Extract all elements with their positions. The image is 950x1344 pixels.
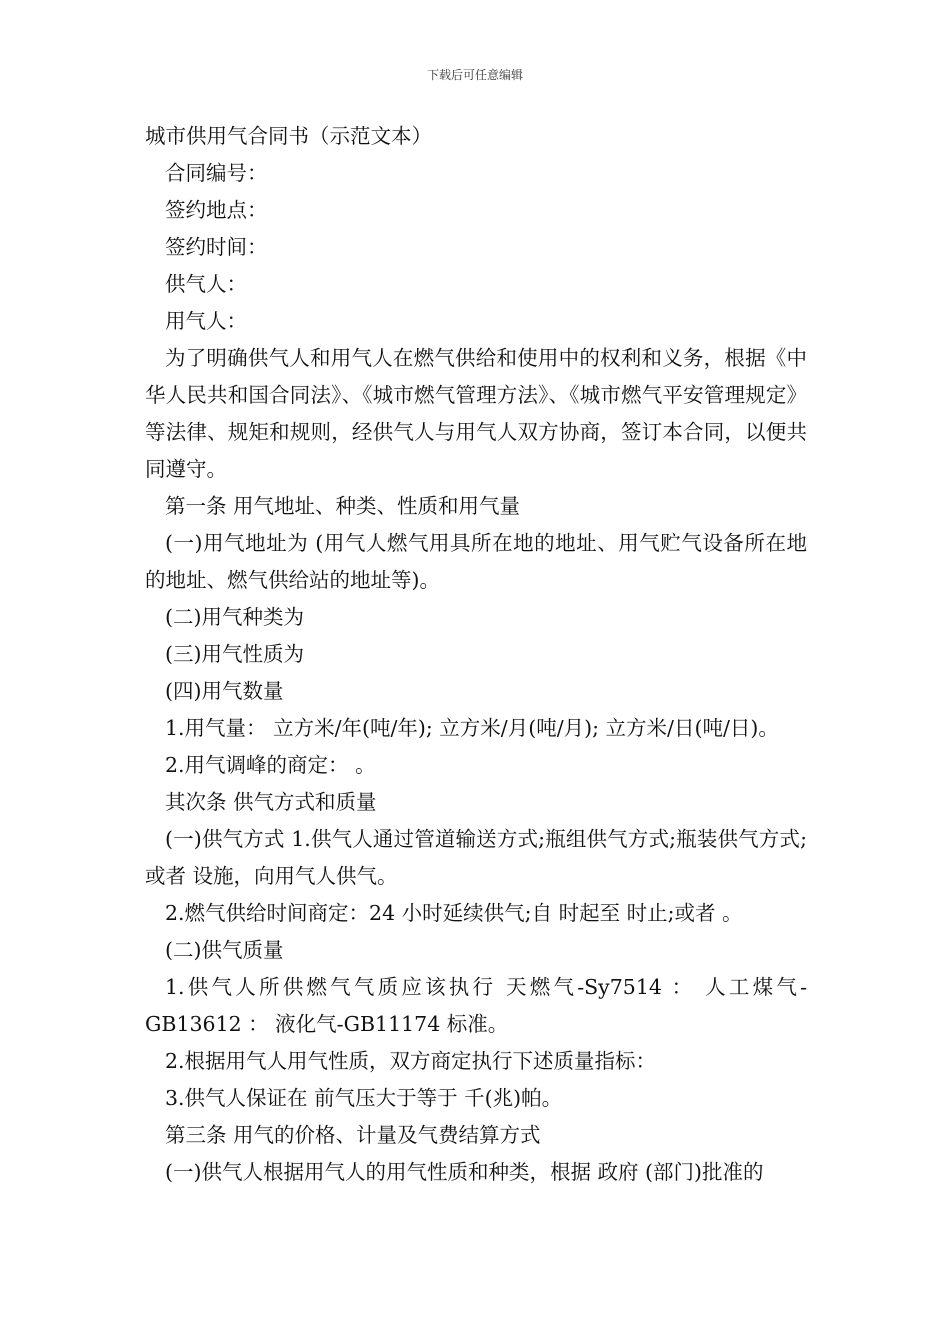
document-title: 城市供用气合同书（示范文本） [145,124,432,148]
document-body [145,118,807,1191]
header-note: 下载后可任意编辑 [426,68,523,82]
preamble-paragraph: 为了明确供气人和用气人在燃气供给和使用中的权利和义务，根据《中华人民共和国合同法》、《城市燃气管理方法》、《城市燃气平安管理规定》等法律、规矩和规则，经供气人与用气人双方协商，签订本合同，以便共同遵守。 [145,346,807,481]
article-1-item-2: (二)用气种类为 [165,605,304,629]
article-1-item-1: (一)用气地址为 (用气人燃气用具所在地的地址、用气贮气设备所在地的地址、燃气供给站的地址等)。 [145,531,807,592]
article-1-item-4-2: 2.用气调峰的商定： 。 [165,753,376,777]
article-1-item-4-1: 1.用气量： 立方米/年(吨/年); 立方米/月(吨/月); 立方米/日(吨/日)。 [165,716,779,740]
field-supplier: 供气人： [165,272,247,296]
field-contract-no: 合同编号： [165,161,268,185]
article-2-item-2: (二)供气质量 [165,938,284,962]
article-2-heading: 其次条 供气方式和质量 [165,790,377,814]
field-sign-place: 签约地点： [165,198,268,222]
article-1-item-3: (三)用气性质为 [165,642,304,666]
article-1-heading: 第一条 用气地址、种类、性质和用气量 [165,494,521,518]
article-2-item-1-2: 2.燃气供给时间商定：24 小时延续供气;自 时起至 时止;或者 。 [165,901,743,925]
field-user: 用气人： [165,309,247,333]
article-2-item-2-2: 2.根据用气人用气性质，双方商定执行下述质量指标： [165,1049,657,1073]
article-2-item-1: (一)供气方式 1.供气人通过管道输送方式;瓶组供气方式;瓶装供气方式;或者 设施，向用气人供气。 [145,827,807,888]
article-2-item-2-3: 3.供气人保证在 前气压大于等于 千(兆)帕。 [165,1086,563,1110]
article-2-item-2-1: 1.供气人所供燃气气质应该执行 天燃气-Sy7514 ： 人工煤气-GB13612 ： 液化气-GB11174 标准。 [145,975,807,1036]
article-3-item-1: (一)供气人根据用气人的用气性质和种类，根据 政府 (部门)批准的 [165,1160,764,1184]
article-1-item-4: (四)用气数量 [165,679,284,703]
article-3-heading: 第三条 用气的价格、计量及气费结算方式 [165,1123,541,1147]
field-sign-time: 签约时间： [165,235,268,259]
